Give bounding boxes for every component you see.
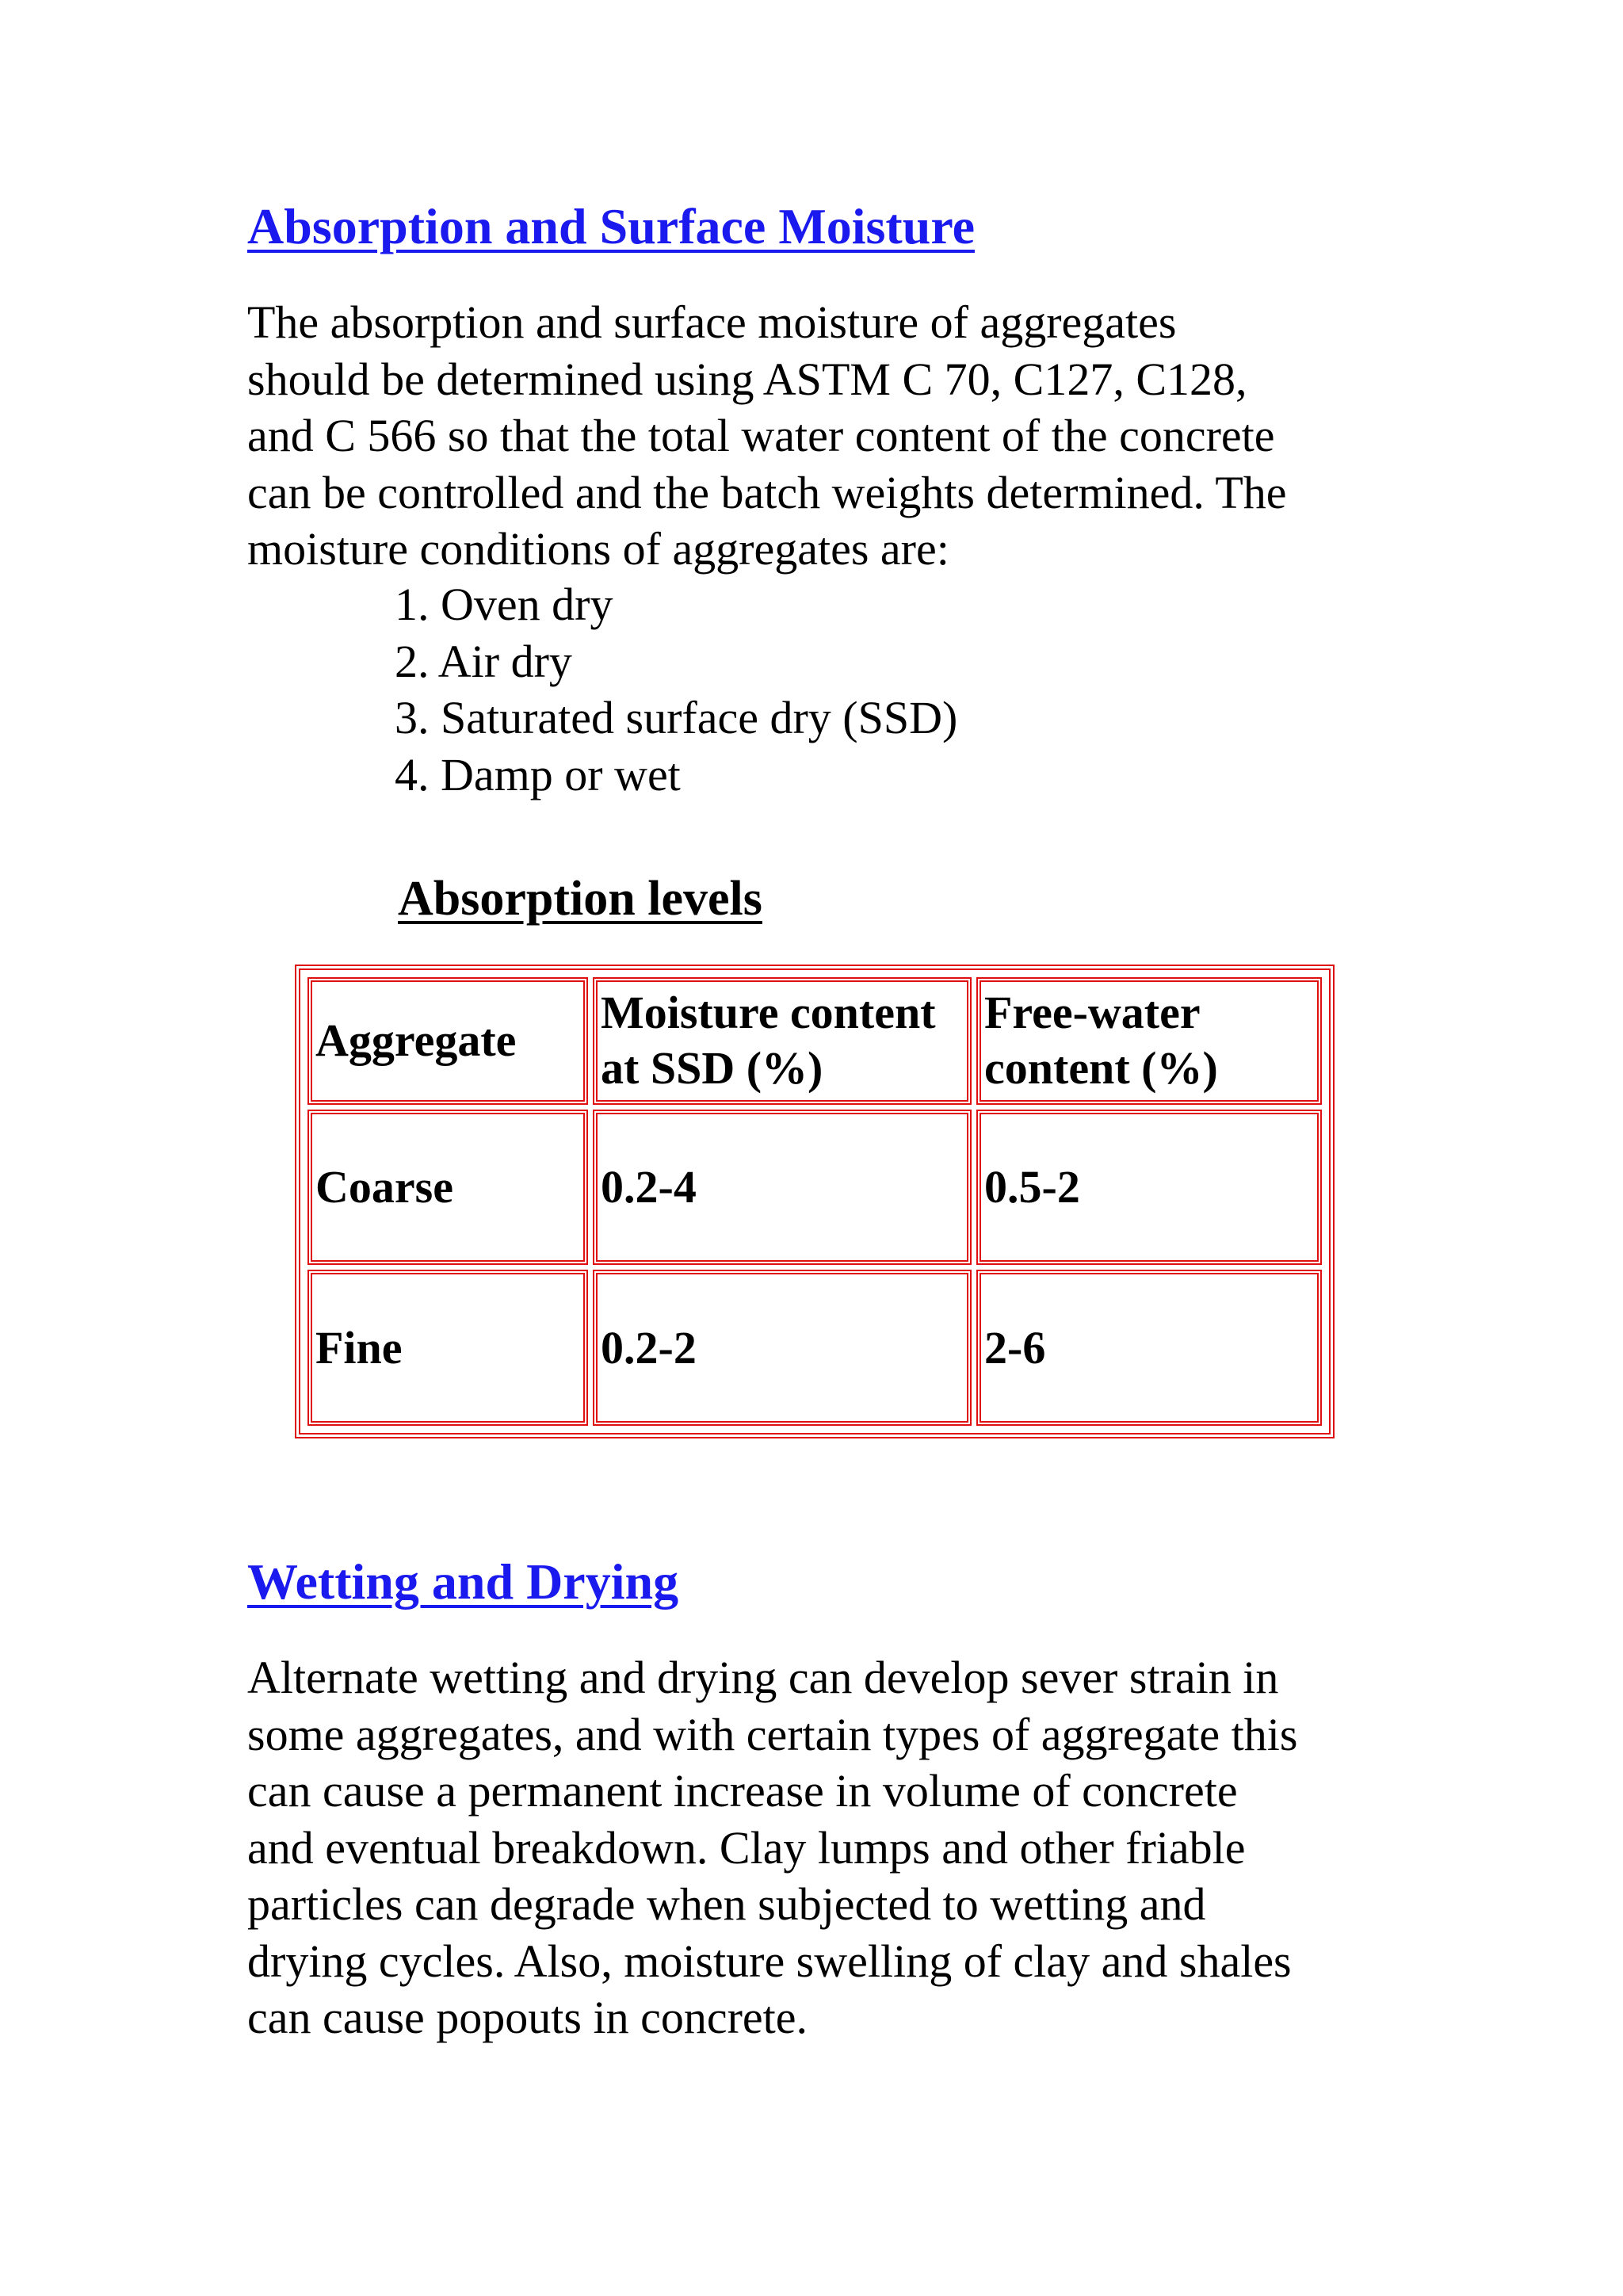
paragraph-line: particles can degrade when subjected to wetting and [247,1878,1206,1930]
list-item: 3. Saturated surface dry (SSD) [395,692,958,743]
paragraph-line: and C 566 so that the total water content of the concrete [247,410,1275,461]
paragraph-line: moisture conditions of aggregates are: [247,523,949,575]
absorption-paragraph [247,294,1436,578]
absorption-levels-table-frame [295,965,1335,1438]
cell-free-water: 2-6 [976,1270,1322,1426]
absorption-levels-table [303,972,1327,1431]
cell-moisture: 0.2-2 [593,1270,972,1426]
cell-free-water: 0.5-2 [976,1110,1322,1266]
table-row [307,1110,1322,1266]
header-moisture-content [593,977,972,1105]
header-free-water-content [976,977,1322,1105]
paragraph-line: drying cycles. Also, moisture swelling of clay and shales [247,1935,1292,1987]
list-item: 1. Oven dry [395,579,613,630]
paragraph-line: should be determined using ASTM C 70, C127, C128, [247,353,1247,405]
paragraph-line: can cause popouts in concrete. [247,1992,808,2043]
header-aggregate-label: Aggregate [315,1014,517,1067]
header-freewater-line1: Free-water [984,987,1201,1039]
paragraph-line: can be controlled and the batch weights determined. The [247,466,1287,518]
heading-absorption-surface-moisture[interactable]: Absorption and Surface Moisture [247,198,975,254]
cell-moisture: 0.2-4 [593,1110,972,1266]
header-moisture-line2: at SSD (%) [601,1042,823,1095]
heading-wetting-and-drying[interactable]: Wetting and Drying [247,1553,679,1610]
wetting-drying-paragraph [247,1649,1436,2046]
absorption-levels-title: Absorption levels [398,872,762,926]
list-item: 2. Air dry [395,635,572,687]
table-header-row [307,977,1322,1105]
paragraph-line: can cause a permanent increase in volume of concrete [247,1765,1238,1817]
paragraph-line: and eventual breakdown. Clay lumps and other friable [247,1821,1246,1874]
header-aggregate [307,977,588,1105]
cell-aggregate: Fine [307,1270,588,1426]
moisture-conditions-list [395,576,957,803]
list-item: 4. Damp or wet [395,748,681,800]
paragraph-line: Alternate wetting and drying can develop sever strain in [247,1652,1279,1703]
paragraph-line: some aggregates, and with certain types of aggregate this [247,1708,1298,1760]
cell-aggregate: Coarse [307,1110,588,1266]
header-freewater-line2: content (%) [984,1042,1218,1095]
table-row [307,1270,1322,1426]
paragraph-line: The absorption and surface moisture of aggregates [247,296,1177,348]
header-moisture-line1: Moisture content [601,987,936,1039]
